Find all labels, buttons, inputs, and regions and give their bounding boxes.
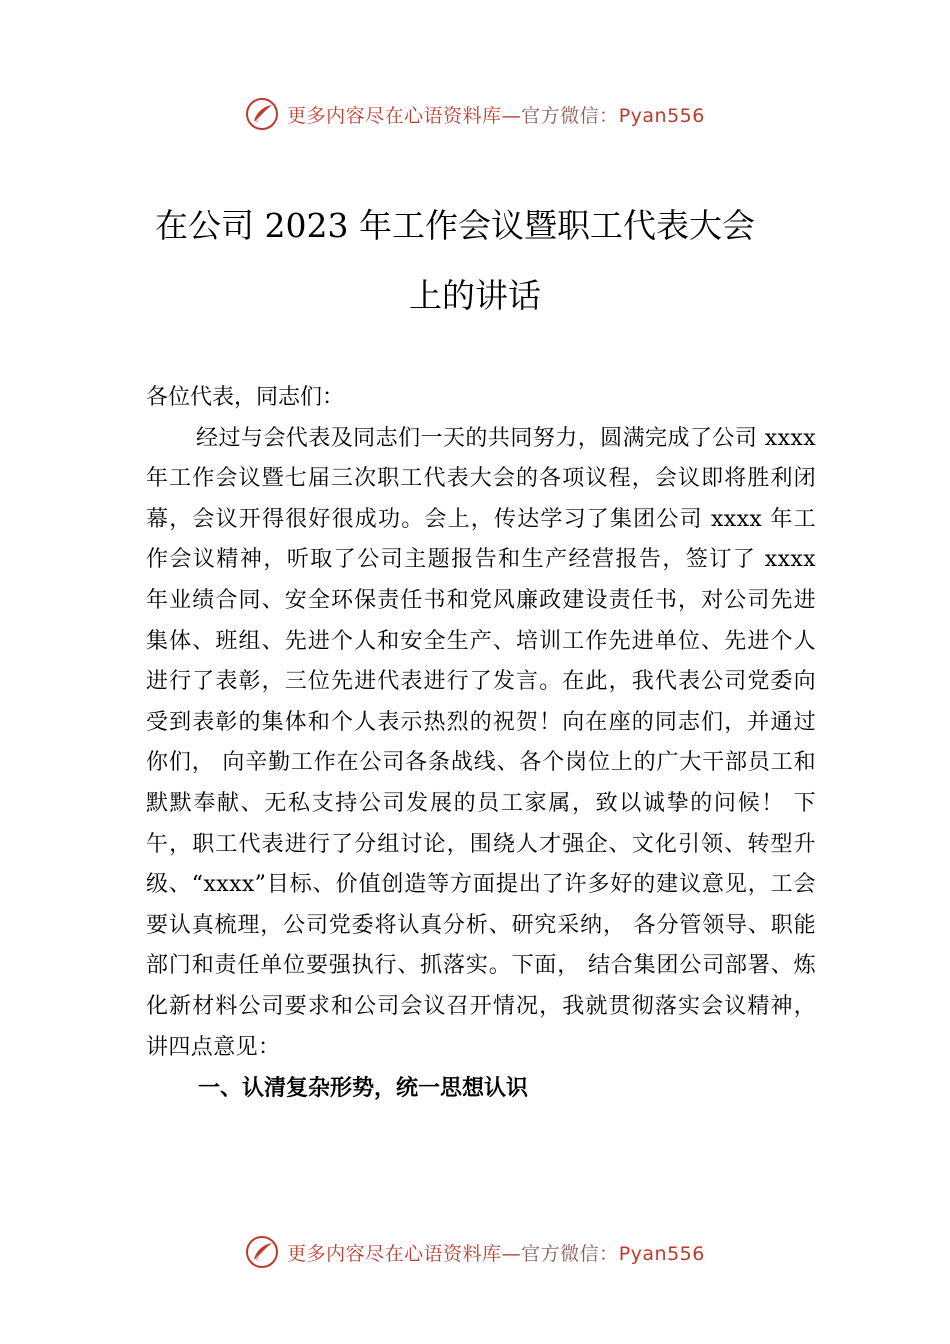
salutation: 各位代表，同志们： <box>146 385 345 410</box>
watermark-wechat-id: Pyan556 <box>618 104 705 127</box>
watermark-brand: 更多内容尽在心语资料库 <box>287 104 502 127</box>
watermark-brand: 更多内容尽在心语资料库 <box>287 1242 502 1265</box>
watermark-separator: — <box>501 104 522 127</box>
watermark-footer <box>0 1232 950 1272</box>
section-heading-1: 一、认清复杂形势，统一思想认识 <box>198 1076 529 1102</box>
document-title-line-2: 上的讲话 <box>409 276 541 315</box>
brand-logo-icon <box>245 97 279 131</box>
watermark-text <box>287 1239 705 1266</box>
document-title-line-1: 在公司 2023 年工作会议暨职工代表大会 <box>155 206 755 245</box>
watermark-header <box>0 94 950 134</box>
watermark-wechat-id: Pyan556 <box>618 1242 705 1265</box>
document-body <box>146 378 816 1110</box>
watermark-label: 官方微信： <box>521 1242 619 1265</box>
watermark-separator: — <box>501 1242 522 1265</box>
watermark-label: 官方微信： <box>521 104 619 127</box>
paragraph-1: 经过与会代表及同志们一天的共同努力，圆满完成了公司 xxxx 年工作会议暨七届三次职工代表大会的各项议程，会议即将胜利闭幕，会议开得很好很成功。会上，传达学习了集团公司 xxxx 年工作会议精神，听取了公司主题报告和生产经营报告，签订了 xxxx 年业绩合同、安全环保责任书和党风廉政建设责任书，对公司先进集体、班组、先进个人和安全生产、培训工作先进单位、先进个人进行了表彰，三位先进代表进行了发言。在此，我代表公司党委向受到表彰的集体和个人表示热烈的祝贺！向在座的同志们，并通过你们， 向辛勤工作在公司各条战线、各个岗位上的广大干部员工和默默奉献、无私支持公司发展的员工家属，致以诚挚的问候！ 下午，职工代表进行了分组讨论，围绕人才强企、文化引领、转型升级、“xxxx”目标、价值创造等方面提出了许多好的建议意见，工会要认真梳理，公司党委将认真分析、研究采纳， 各分管领导、职能部门和责任单位要强执行、抓落实。下面， 结合集团公司部署、炼化新材料公司要求和公司会议召开情况，我就贯彻落实会议精神，讲四点意见： <box>146 425 816 1060</box>
watermark-text <box>287 101 705 128</box>
brand-logo-icon <box>245 1235 279 1269</box>
